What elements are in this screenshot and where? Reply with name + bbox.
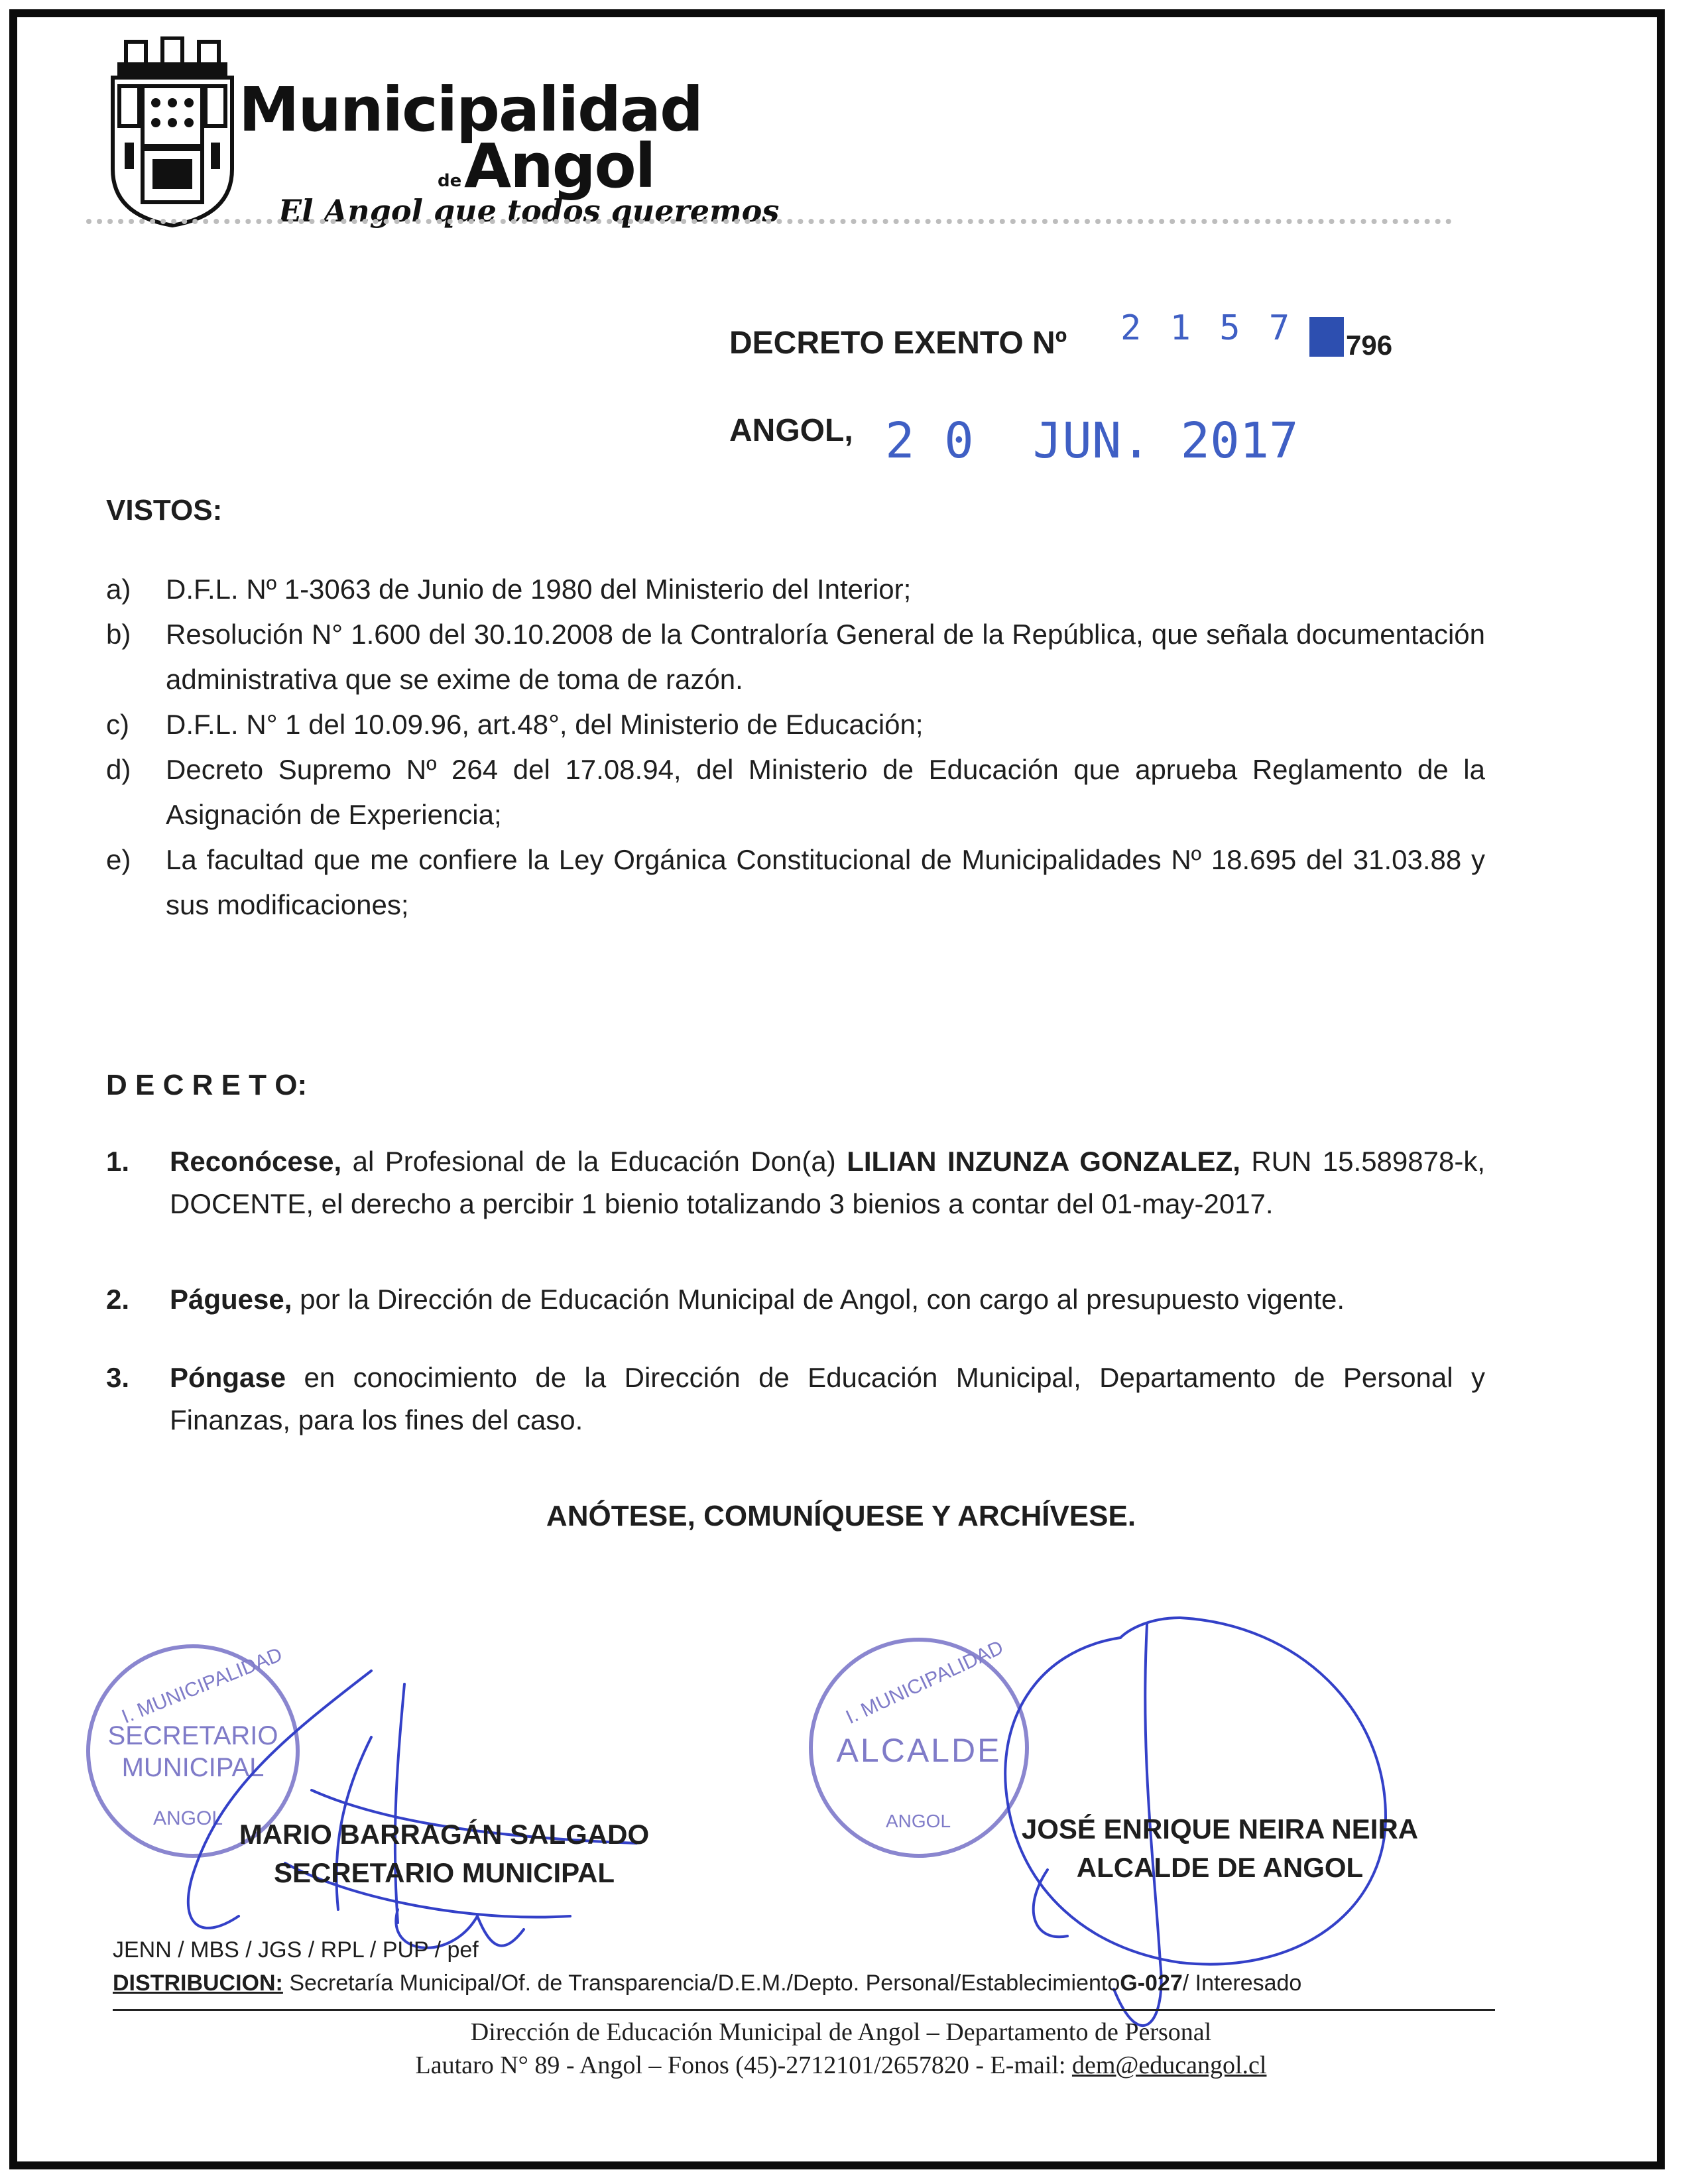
decree-number-stamp: 2 1 5 7 [1120, 308, 1294, 348]
mayor-name: JOSÉ ENRIQUE NEIRA NEIRA [1021, 1813, 1419, 1845]
decreto-heading: D E C R E T O: [106, 1069, 308, 1101]
brand-tagline: El Angol que todos queremos [278, 193, 780, 229]
brand-name-line1: Municipalidad [239, 74, 702, 145]
distribution-line: DISTRIBUCION: Secretaría Municipal/Of. de Transparencia/D.E.M./Depto. Personal/EstablecimientoG-027/ Interesado [113, 1971, 1302, 1996]
list-item: 2. Páguese, por la Dirección de Educación Municipal de Angol, con cargo al presupuesto vigente. [106, 1284, 1345, 1315]
mayor-seal: I. MUNICIPALIDAD ALCALDE ANGOL [809, 1638, 1029, 1858]
closing-formula: ANÓTESE, COMUNÍQUESE Y ARCHÍVESE. [546, 1500, 1136, 1532]
list-item: b) Resolución N° 1.600 del 30.10.2008 de la Contraloría General de la República, que señala documentación administrativa que se exime de toma de razón. [106, 619, 1485, 695]
vistos-heading: VISTOS: [106, 494, 223, 526]
secretary-title: SECRETARIO MUNICIPAL [273, 1857, 615, 1888]
list-item: e) La facultad que me confiere la Ley Orgánica Constitucional de Municipalidades Nº 18.695 del 31.03.88 y sus modificaciones; [106, 844, 1485, 920]
footer-address-line2: Lautaro N° 89 - Angol – Fonos (45)-2712101/2657820 - E-mail: dem@educangol.cl [415, 2051, 1267, 2079]
brand-name-line2: Angol [464, 131, 655, 202]
secretary-name: MARIO BARRAGÁN SALGADO [239, 1819, 650, 1850]
list-item: 3. Póngase en conocimiento de la Dirección de Educación Municipal, Departamento de Personal y Finanzas, para los fines del caso. [106, 1362, 1485, 1435]
list-item: c) D.F.L. N° 1 del 10.09.96, art.48°, del Ministerio de Educación; [106, 709, 924, 740]
mayor-title: ALCALDE DE ANGOL [1076, 1852, 1364, 1883]
list-item: d) Decreto Supremo Nº 264 del 17.08.94, del Ministerio de Educación que aprueba Reglamento de la Asignación de Experiencia; [106, 754, 1485, 830]
decree-title: DECRETO EXENTO Nº [729, 326, 1067, 361]
footer-rule [113, 2009, 1495, 2011]
decree-place: ANGOL, [729, 413, 853, 448]
email-link[interactable]: dem@educangol.cl [1071, 2051, 1267, 2079]
initials-line: JENN / MBS / JGS / RPL / PUP / pef [113, 1937, 479, 1963]
list-item: a) D.F.L. Nº 1-3063 de Junio de 1980 del Ministerio del Interior; [106, 574, 912, 605]
secretary-seal: I. MUNICIPALIDAD SECRETARIO MUNICIPAL ANGOL [86, 1644, 300, 1858]
footer-address-line1: Dirección de Educación Municipal de Angol – Departamento de Personal [470, 2018, 1212, 2046]
secretary-signature-block [219, 1815, 670, 1892]
decree-date-stamp: 2 0 JUN. 2017 [885, 412, 1299, 469]
decree-number-suffix: 796 [1346, 330, 1393, 361]
brand-name-de: de [438, 171, 462, 191]
mayor-signature-block [981, 1810, 1459, 1887]
list-item: 1. Reconócese, al Profesional de la Educación Don(a) LILIAN INZUNZA GONZALEZ, RUN 15.589878-k, DOCENTE, el derecho a percibir 1 bienio totalizando 3 bienios a contar del 01-may-2017. [106, 1146, 1485, 1219]
